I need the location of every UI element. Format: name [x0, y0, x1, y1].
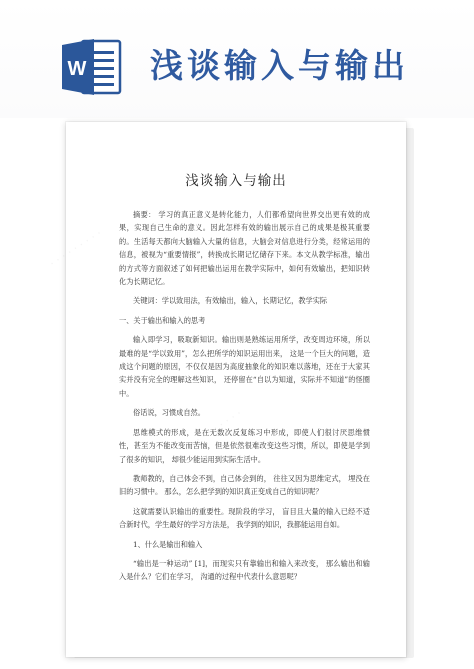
banner-title: 浅谈输入与输出: [150, 46, 409, 85]
subsection-heading: 1、什么是输出和输入: [133, 539, 203, 549]
body-paragraph: “输出是一种运动” [1]，而现实只有靠输出和输入来改变， 那么输出和输入是什么？它们在学习， 沟通的过程中代表什么意思呢？: [119, 558, 370, 582]
document-title: 浅谈输入与输出: [185, 173, 287, 189]
body-paragraph: 思维模式的形成，是在无数次反复练习中形成，即使人们很讨厌思维惯性，甚至为不能改变而苦恼，但是依然很难改变这些习惯，所以，即使是学到了很多的知识， 却很少能运用到实际生活中。: [119, 427, 370, 464]
watermark: · · · · · · · · ·: [47, 226, 105, 271]
keywords-paragraph: 关键词：学以致用法，有效输出，输入，长期记忆，教学实际: [133, 296, 328, 306]
svg-text:W: W: [67, 58, 87, 80]
document-page: [47, 122, 406, 657]
abstract-paragraph: 摘要： 学习的真正意义是转化能力，人们都希望向世界交出更有效的成果，实现自己生命的意义。因此怎样有效的输出展示自己的成果是极其重要的。生活每天都向大脑输入大量的信息，大脑会对信息进行分类，经常运用的信息，被视为“重要情报”，转换成长期记忆储存下来。本文从教学标准，输出的方式等方面叙述了如何把输出运用在教学实际中，如何有效输出，把知识转化为长期记忆。: [119, 210, 370, 287]
section-heading: 一、关于输出和输入的思考: [119, 315, 206, 325]
document-body: [119, 208, 370, 590]
body-paragraph: 俗话说，习惯成自然。: [133, 408, 205, 418]
body-paragraph: 这就需要认识输出的重要性。现阶段的学习， 盲目且大量的输入已经不适合新时代，学生最好的学习方法是， 我学到的知识，我都能运用自如。: [119, 506, 370, 530]
header-banner: [0, 0, 474, 118]
body-paragraph: 输入即学习，吸取新知识。输出则是熟练运用所学，改变周边环境，所以最难的是“学以致用”，怎么把所学的知识运用出来， 这是一个巨大的问题，造成这个问题的原因，不仅仅是因为高度抽象化的知识难以落地，还在于大家其实并没有完全的理解这些知识， 还停留在“自以为知道，实际并不知道”的怪圈中。: [119, 335, 370, 398]
word-icon: [60, 37, 122, 97]
body-paragraph: 教师教的，自己体会不到，自己体会到的， 往往又因为思维定式， 埋没在旧的习惯中。 那么，怎么把学到的知识真正变成自己的知识呢？: [119, 473, 370, 497]
watermark: · · · · · · · · ·: [187, 406, 245, 451]
